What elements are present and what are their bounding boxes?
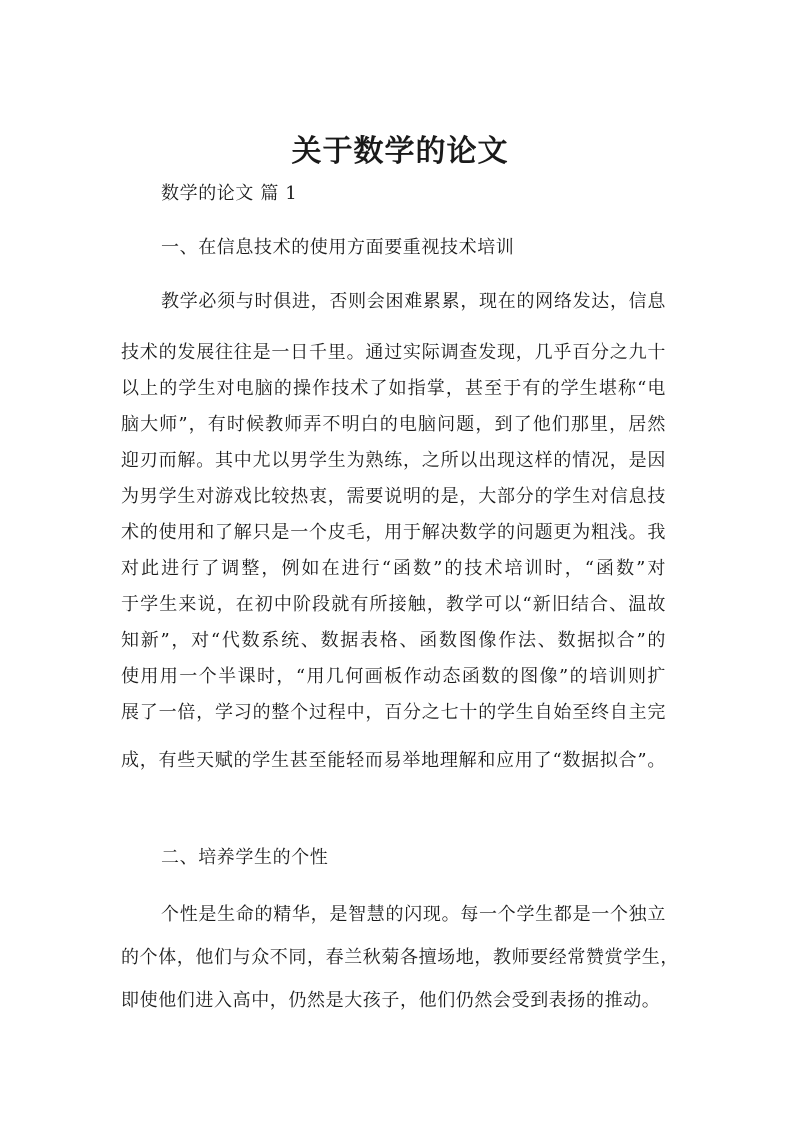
paragraph-2-line: 即使他们进入高中，仍然是大孩子，他们仍然会受到表扬的推动。 [121, 990, 661, 1011]
paragraph-1-line: 展了一倍，学习的整个过程中，百分之七十的学生自始至终自主完 [121, 702, 666, 723]
paragraph-1-line: 为男学生对游戏比较热衷，需要说明的是，大部分的学生对信息技 [121, 486, 666, 507]
document-title: 关于数学的论文 [291, 134, 509, 169]
paragraph-1-line: 使用用一个半课时，“用几何画板作动态函数的图像”的培训则扩 [121, 666, 666, 687]
paragraph-2-line: 的个体，他们与众不同，春兰秋菊各擅场地，教师要经常赞赏学生， [121, 947, 679, 968]
paragraph-1-line: 术的使用和了解只是一个皮毛，用于解决数学的问题更为粗浅。我 [121, 522, 666, 543]
paragraph-1-line: 以上的学生对电脑的操作技术了如指掌，甚至于有的学生堪称“电 [121, 378, 666, 399]
section-heading-1: 一、在信息技术的使用方面要重视技术培训 [161, 237, 515, 258]
paragraph-1-line: 技术的发展往往是一日千里。通过实际调查发现，几乎百分之九十 [121, 342, 666, 363]
paragraph-1-line: 脑大师”，有时候教师弄不明白的电脑问题，到了他们那里，居然 [121, 414, 666, 435]
section-heading-2: 二、培养学生的个性 [161, 847, 329, 868]
paragraph-1-line: 教学必须与时俱进，否则会困难累累，现在的网络发达，信息 [161, 291, 666, 312]
paragraph-1-line: 成，有些天赋的学生甚至能轻而易举地理解和应用了“数据拟合”。 [121, 750, 666, 771]
paragraph-1-line: 迎刃而解。其中尤以男学生为熟练，之所以出现这样的情况，是因 [121, 450, 666, 471]
paragraph-1-line: 于学生来说，在初中阶段就有所接触，教学可以“新旧结合、温故 [121, 594, 666, 615]
section-label: 数学的论文 篇 1 [161, 183, 298, 204]
paragraph-1-line: 知新”，对“代数系统、数据表格、函数图像作法、数据拟合”的 [121, 630, 666, 651]
paragraph-2-line: 个性是生命的精华，是智慧的闪现。每一个学生都是一个独立 [161, 904, 666, 925]
paragraph-1-line: 对此进行了调整，例如在进行“函数”的技术培训时，“函数”对 [121, 558, 666, 579]
